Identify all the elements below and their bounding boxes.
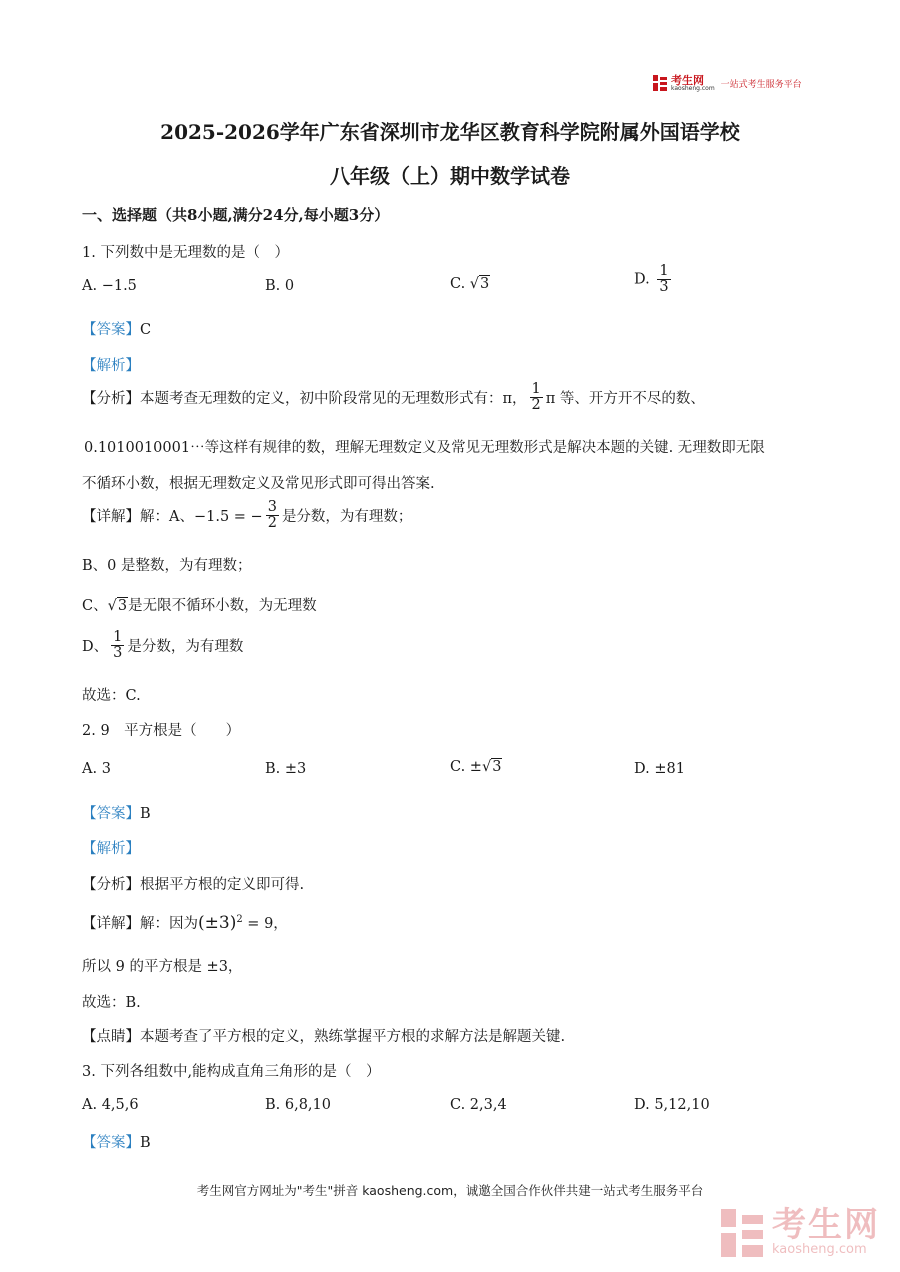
q1-option-c: C. √3 (450, 276, 490, 292)
watermark-domain: kaosheng.com (772, 1242, 867, 1258)
q2-stem: 2. 9 平方根是（ ） (82, 723, 241, 739)
brand-domain: kaosheng.com (671, 84, 715, 92)
exam-title-line2: 八年级（上）期中数学试卷 (330, 164, 570, 188)
q1-detail-line4: D、 $\frac{1}{3}$ 是分数，为有理数 (82, 629, 244, 662)
watermark-name: 考生网 (772, 1205, 880, 1246)
fraction: $\frac{1}{3}$ (113, 629, 123, 662)
q1-fenxi-line1: 【分析】本题考查无理数的定义，初中阶段常见的无理数形式有：π， $\frac{1}{2}$ π 等、开方开不尽的数、 (82, 381, 705, 414)
watermark (718, 1205, 880, 1261)
q1-detail-line3: C、√3是无限不循环小数，为无理数 (82, 598, 317, 614)
q1-analysis-tag: 【解析】 (82, 358, 140, 374)
brand-name: 考生网 (671, 73, 704, 87)
q2-choose: 故选：B. (82, 995, 141, 1011)
exam-title-line1: 2025-2026学年广东省深圳市龙华区教育科学院附属外国语学校 (160, 120, 740, 144)
q1-option-a: A. −1.5 (82, 278, 137, 294)
q1-detail-line2: B、0 是整数，为有理数； (82, 558, 252, 574)
page-footer: 考生网官方网址为"考生"拼音 kaosheng.com，诚邀全国合作伙伴共建一站式考生服务平台 (196, 1183, 704, 1198)
q2-detail-line2: 所以 9 的平方根是 ±3， (82, 959, 243, 975)
q3-stem: 3. 下列各组数中,能构成直角三角形的是（ ） (82, 1064, 381, 1080)
q2-option-d: D. ±81 (634, 761, 685, 777)
q1-option-b: B. 0 (265, 278, 295, 294)
q1-fenxi-line2: 0.1010010001⋯等这样有规律的数，理解无理数定义及常见无理数形式是解决本题的关键. 无理数即无限 (84, 440, 765, 456)
q2-detail-line1: 【详解】解：因为$(\pm 3)^2 = 9$， (82, 913, 288, 933)
q2-option-c: C. ±√3 (450, 759, 502, 775)
q1-stem: 1. 下列数中是无理数的是（ ） (82, 245, 289, 261)
q2-analysis-tag: 【解析】 (82, 841, 140, 857)
q3-answer: 【答案】B (82, 1135, 151, 1151)
section-heading: 一、选择题（共8小题,满分24分,每小题3分） (82, 206, 390, 224)
q3-option-c: C. 2,3,4 (450, 1097, 507, 1113)
fraction: $\frac{1}{2}$ (531, 381, 541, 414)
brand-logo (652, 72, 802, 94)
kaosheng-logo-icon (652, 74, 668, 92)
q3-option-d: D. 5,12,10 (634, 1097, 710, 1113)
brand-slogan: 一站式考生服务平台 (720, 79, 802, 90)
q1-answer: 【答案】C (82, 322, 152, 338)
q2-option-b: B. ±3 (265, 761, 307, 777)
sqrt-symbol: √3 (469, 276, 490, 292)
q3-option-a: A. 4,5,6 (82, 1097, 139, 1113)
q1-choose: 故选：C. (82, 688, 141, 704)
q1-fenxi-line3: 不循环小数，根据无理数定义及常见形式即可得出答案. (82, 476, 435, 492)
sqrt-symbol: √3 (481, 759, 502, 775)
q2-answer: 【答案】B (82, 806, 151, 822)
fraction: $\frac{3}{2}$ (267, 499, 277, 532)
q1-option-d: D. $\frac{1}{3}$ (634, 263, 669, 296)
q1-detail-line1: 【详解】解：A、−1.5 = − $\frac{3}{2}$ 是分数，为有理数； (82, 499, 413, 532)
fraction: $\frac{1}{3}$ (659, 263, 669, 296)
watermark-logo-icon (718, 1205, 766, 1261)
q2-option-a: A. 3 (82, 761, 111, 777)
q2-dianjing: 【点睛】本题考查了平方根的定义，熟练掌握平方根的求解方法是解题关键. (82, 1029, 566, 1045)
sqrt-symbol: √3 (107, 598, 128, 614)
q3-option-b: B. 6,8,10 (265, 1097, 331, 1113)
q2-fenxi: 【分析】根据平方根的定义即可得. (82, 877, 305, 893)
